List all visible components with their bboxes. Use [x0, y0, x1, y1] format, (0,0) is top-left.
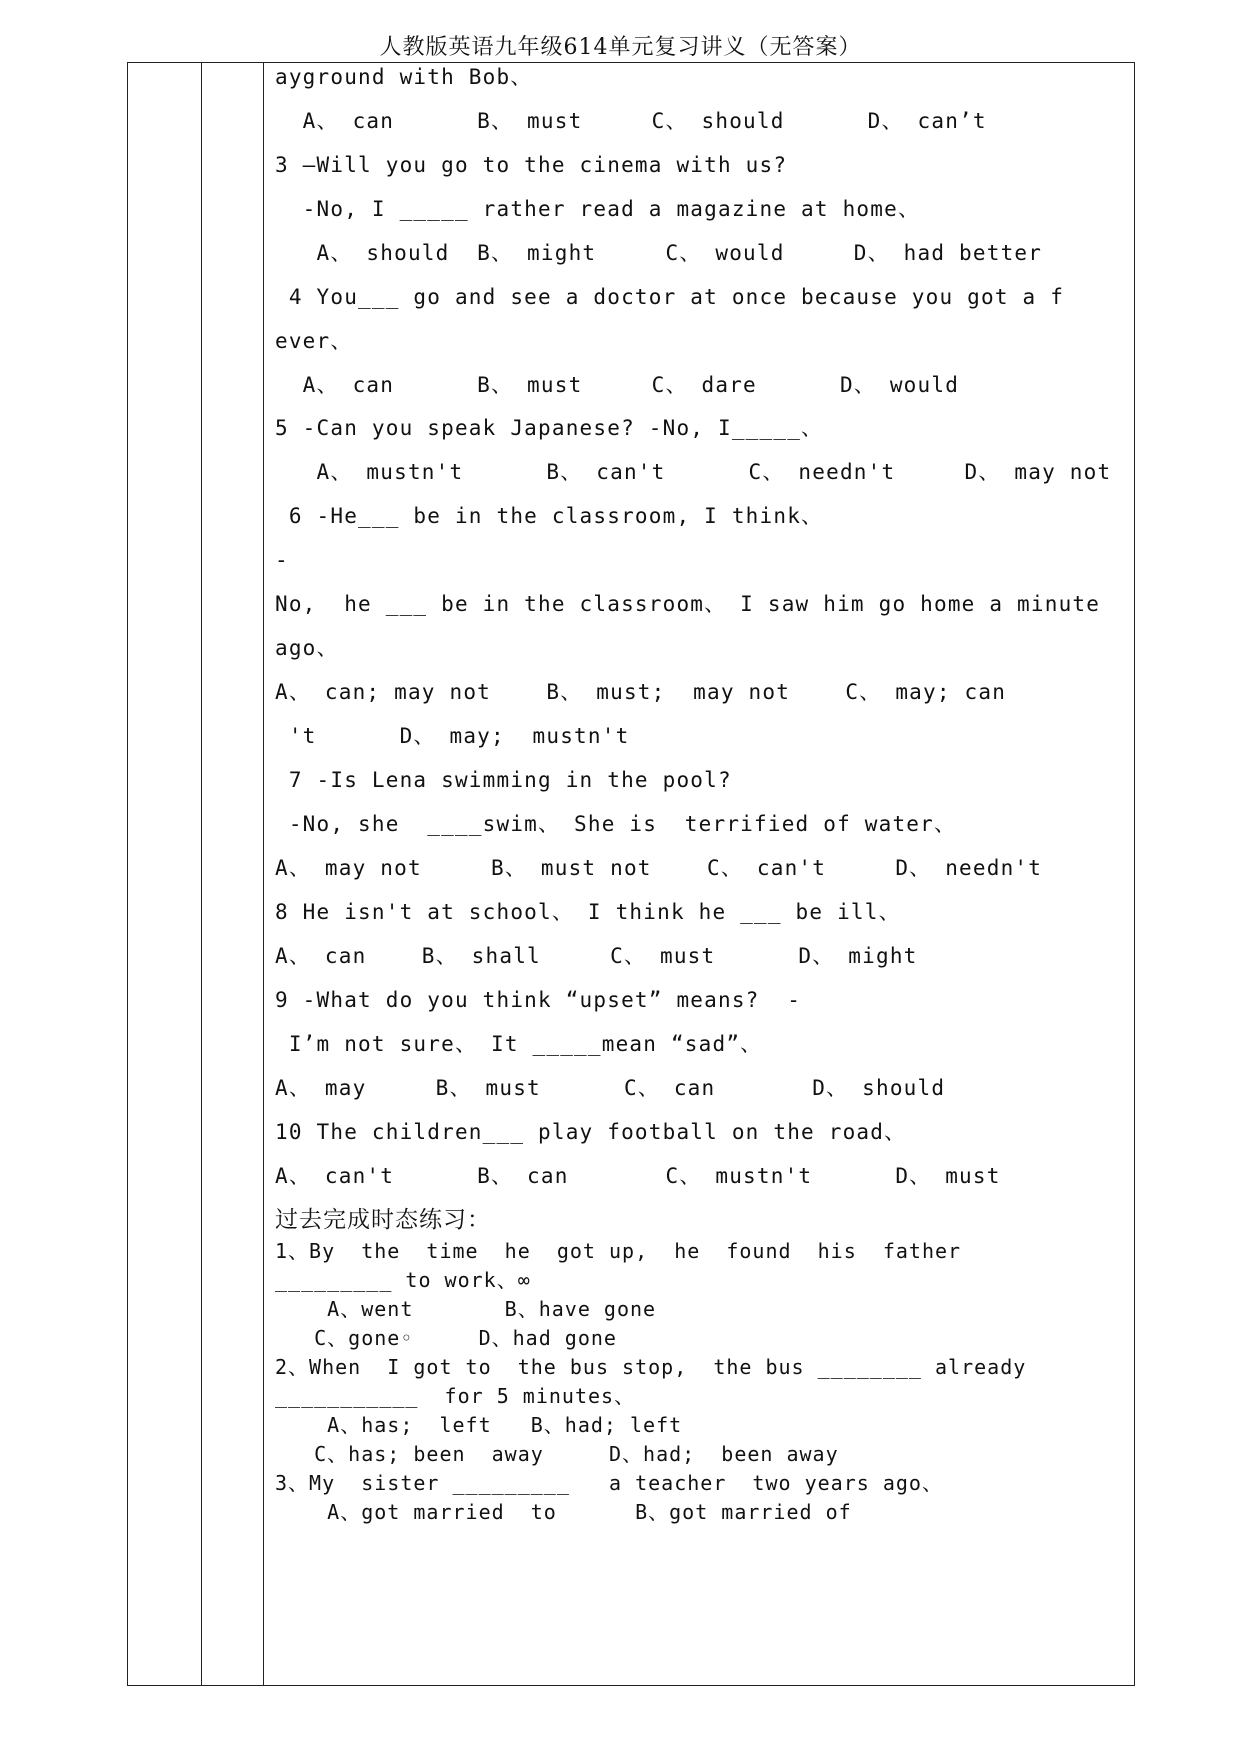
question-line: 5 -Can you speak Japanese? -No, I_____、 [275, 416, 824, 440]
option-line: A、 can; may not B、 must; may not C、 may; can [275, 680, 1007, 704]
option-line: A、 mustn't B、 can't C、 needn't D、 may not [275, 460, 1112, 484]
question-line: 3、My sister _________ a teacher two years ago、 [275, 1471, 943, 1495]
option-line: A、 may not B、 must not C、 can't D、 needn't [275, 856, 1043, 880]
option-line: A、has; left B、had; left [275, 1413, 683, 1437]
option-line: C、has; been away D、had; been away [275, 1442, 839, 1466]
question-line: 6 -He___ be in the classroom, I think、 [275, 504, 824, 528]
option-line: C、gone◦ D、had gone [275, 1326, 617, 1350]
column-divider-1 [201, 63, 202, 1685]
text-line: ever、 [275, 329, 353, 353]
question-line: 10 The children___ play football on the road、 [275, 1120, 907, 1144]
page-header-title: 人教版英语九年级614单元复习讲义（无答案） [379, 35, 862, 60]
option-line: A、 may B、 must C、 can D、 should [275, 1076, 946, 1100]
question-line: 4 You___ go and see a doctor at once because you got a f [275, 285, 1065, 309]
option-line: A、 should B、 might C、 would D、 had better [275, 241, 1043, 265]
text-line: ago、 [275, 636, 339, 660]
text-line: I’m not sure、 It _____mean “sad”、 [275, 1032, 763, 1056]
question-line: 7 -Is Lena swimming in the pool? [275, 768, 732, 792]
text-line: -No, she ____swim、 She is terrified of water、 [275, 812, 957, 836]
text-line: ___________ for 5 minutes、 [275, 1384, 636, 1408]
question-line: 3 —Will you go to the cinema with us? [275, 153, 788, 177]
section-heading: 过去完成时态练习： [275, 1207, 491, 1233]
option-line: A、 can't B、 can C、 mustn't D、 must [275, 1164, 1001, 1188]
text-line: - [275, 548, 289, 572]
option-line: A、 can B、 must C、 should D、 can’t [275, 109, 987, 133]
option-line: A、 can B、 shall C、 must D、 might [275, 944, 918, 968]
option-line: A、got married to B、got married of [275, 1500, 852, 1524]
option-line: A、 can B、 must C、 dare D、 would [275, 373, 960, 397]
text-line: _________ to work、∞ [275, 1268, 531, 1292]
column-divider-2 [263, 63, 264, 1685]
text-line: ayground with Bob、 [275, 65, 533, 89]
question-line: 9 -What do you think “upset” means? - [275, 988, 802, 1012]
question-line: 2、When I got to the bus stop, the bus ________ already [275, 1355, 1027, 1379]
option-line: A、went B、have gone [275, 1297, 657, 1321]
exercise-content [275, 62, 1127, 1684]
text-line: No, he ___ be in the classroom、 I saw him go home a minute [275, 592, 1101, 616]
text-line: -No, I _____ rather read a magazine at home、 [275, 197, 921, 221]
option-line: 't D、 may; mustn't [275, 724, 630, 748]
question-line: 1、By the time he got up, he found his father [275, 1239, 962, 1263]
question-line: 8 He isn't at school、 I think he ___ be ill、 [275, 900, 901, 924]
